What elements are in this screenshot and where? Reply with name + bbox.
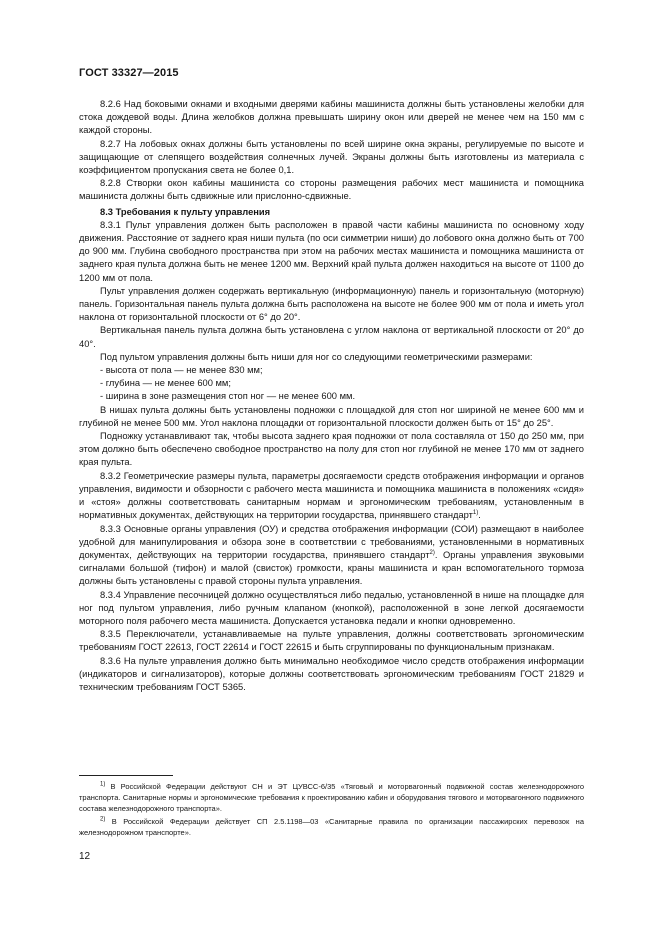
paragraph-8-2-8: 8.2.8 Створки окон кабины машиниста со стороны размещения рабочих мест машиниста и помощника машиниста должны быть сдвижные или прислонно-сдвижные. <box>79 178 584 202</box>
paragraph-8-3-1: 8.3.1 Пульт управления должен быть расположен в правой части кабины машиниста по основному ходу движения. Расстояние от заднего края ниши пульта (по оси симметрии ниши) до лобового окна должно быть от 700 до 900 мм. Глубина свободного пространства при этом на рабочих местах машиниста и помощника машиниста от заднего края пульта должна быть не менее 1200 мм. Верхний край пульта должен находиться на высоте от 1100 до 1200 мм от пола. <box>79 219 584 283</box>
paragraph-footrest-height: Подножку устанавливают так, чтобы высота заднего края подножки от пола составляла от 150 до 250 мм, при этом должно быть обеспечено свободное пространство на полу для стоп ног глубиной не менее 170 мм от заднего края пульта. <box>79 431 584 468</box>
paragraph-end: . <box>434 549 438 560</box>
paragraph-text: 8.3.3 Основные органы управления (ОУ) и средства отображения информации (СОИ) размещают в наиболее удобной для манипулирования и обзора зоне в соответствии с требованиями, установленными в нормативных документах, действующих на территории государства, принявшего стандарт <box>79 523 584 560</box>
footnotes <box>79 781 584 840</box>
paragraph-text: 8.3.2 Геометрические размеры пульта, параметры досягаемости средств отображения информации и органов управления, видимости и обзорности с рабочего места машиниста и помощника машиниста в положениях «сидя» и «стоя» должны соответствовать санитарным нормам и эргономическим требованиям, установленным в нормативных документах, действующих на территории государства, принявшего стандарт <box>79 470 584 521</box>
paragraph-panels: Пульт управления должен содержать вертикальную (информационную) панель и горизонтальную (моторную) панель. Горизонтальная панель пульта должна быть расположена на высоте не более 900 мм от пола и иметь угол наклона от горизонтальной плоскости от 6° до 20°. <box>79 285 584 323</box>
paragraph-text-continued: Органы управления звуковыми сигналами большой (тифон) и малой (свисток) громкости, краны машиниста и кран вспомогательного тормоза должны быть установлены с правой стороны пульта управления. <box>79 549 584 587</box>
section-heading-8-3: 8.3 Требования к пульту управления <box>100 206 271 217</box>
footnote-text: В Российской Федерации действует СП 2.5.1198—03 «Санитарные правила по организации пассажирских перевозок на железнодорожном транспорте». <box>79 817 584 837</box>
paragraph-8-3-6: 8.3.6 На пульте управления должно быть минимально необходимое число средств отображения информации (индикаторов и сигнализаторов), которые должны соответствовать эргономическим требованиям ГОСТ 21829 и техническим требованиям ГОСТ 5365. <box>79 655 584 692</box>
footnote-ref-2: 2) <box>429 549 435 556</box>
footnote-2 <box>79 816 584 838</box>
paragraph-end: . <box>478 510 481 521</box>
footnote-ref-1: 1) <box>472 510 479 517</box>
paragraph-8-3-4: 8.3.4 Управление песочницей должно осуществляться либо педалью, установленной в нише на площадке для ног под пультом управления, либо ручным клапаном (кнопкой), расположенной в зоне легкой досягаемости моторного поля рабочего места машиниста. Допускается установка педали и кнопки одновременно. <box>79 589 584 626</box>
list-item: - высота от пола — не менее 830 мм; <box>100 365 263 376</box>
page-number: 12 <box>79 851 91 862</box>
paragraph-8-3-3 <box>79 523 584 589</box>
footnote-mark: 1) <box>100 781 106 788</box>
document-header: ГОСТ 33327—2015 <box>79 67 179 79</box>
paragraph-8-3-5: 8.3.5 Переключатели, устанавливаемые на пульте управления, должны соответствовать эргономическим требованиям ГОСТ 22613, ГОСТ 22614 и ГОСТ 22615 и быть сгруппированы по функциональным признакам. <box>79 629 584 653</box>
paragraph-footrests: В нишах пульта должны быть установлены подножки с площадкой для стоп ног шириной не менее 600 мм и глубиной не менее 500 мм. Угол наклона площадки от горизонтальной плоскости должен быть от 15° до 25°. <box>79 404 584 428</box>
document-body <box>79 98 584 694</box>
footnote-mark: 2) <box>100 816 106 823</box>
footnote-separator <box>79 775 173 776</box>
paragraph-8-2-7: 8.2.7 На лобовых окнах должны быть установлены по всей ширине окна экраны, регулируемые по высоте и защищающие от слепящего воздействия солнечных лучей. Экраны должны быть изготовлены из материала с коэффициентом пропускания света не более 0,1. <box>79 138 584 176</box>
footnote-text: В Российской Федерации действуют СН и ЭТ ЦУВСС-6/35 «Тяговый и моторвагонный подвижной состав железнодорожного транспорта. Санитарные нормы и эргономические требования к проектированию кабин и оборудования тягового и моторвагонного подвижного состава железнодорожного транспорта». <box>79 782 584 813</box>
list-item: - ширина в зоне размещения стоп ног — не менее 600 мм. <box>100 391 356 402</box>
paragraph-8-3-2 <box>79 470 584 523</box>
paragraph-vertical-panel: Вертикальная панель пульта должна быть установлена с углом наклона от вертикальной плоскости от 20° до 40°. <box>79 325 584 349</box>
list-item: - глубина — не менее 600 мм; <box>100 378 231 389</box>
footnote-1 <box>79 781 584 814</box>
paragraph-8-2-6: 8.2.6 Над боковыми окнами и входными дверями кабины машиниста должны быть установлены желобки для стока дождевой воды. Длина желобков должна превышать ширину окон или дверей не менее чем на 150 мм с каждой стороны. <box>79 99 584 136</box>
paragraph-niches-intro: Под пультом управления должны быть ниши для ног со следующими геометрическими размерами: <box>100 351 533 362</box>
